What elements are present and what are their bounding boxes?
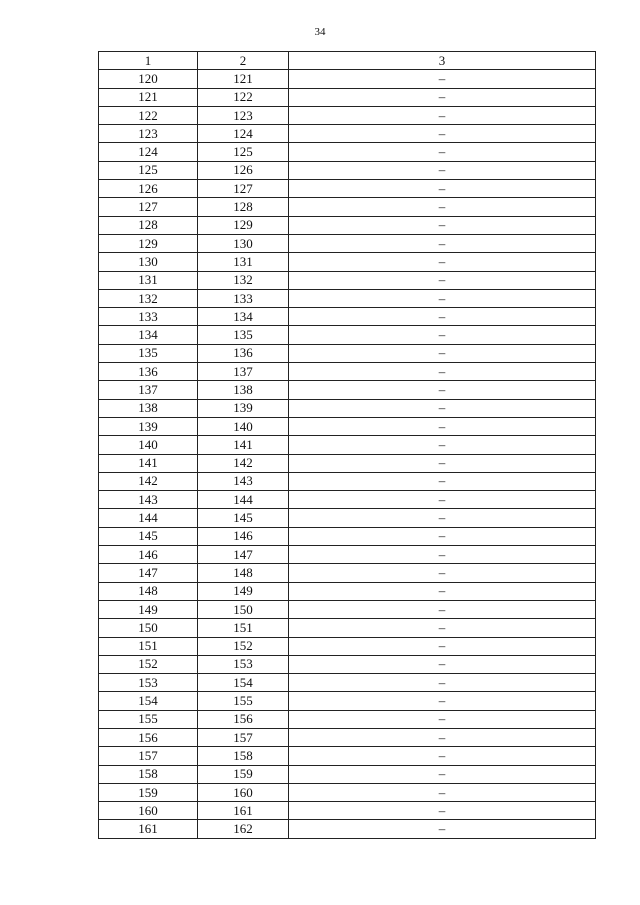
table-cell-col-3: –: [289, 271, 596, 289]
table-row: [99, 637, 596, 655]
table-cell-col-3: –: [289, 637, 596, 655]
table-cell-col-3: –: [289, 491, 596, 509]
table-cell-col-2: 149: [198, 582, 289, 600]
table-row: [99, 344, 596, 362]
table-cell-col-3: –: [289, 289, 596, 307]
table-cell-col-2: 130: [198, 234, 289, 252]
table-cell-col-2: 140: [198, 417, 289, 435]
table-cell-col-3: –: [289, 692, 596, 710]
table-row: [99, 600, 596, 618]
table-row: [99, 674, 596, 692]
table-cell-col-1: 129: [99, 234, 198, 252]
table-cell-col-2: 146: [198, 527, 289, 545]
table-body: [99, 70, 596, 838]
table-cell-col-2: 138: [198, 381, 289, 399]
table-cell-col-1: 123: [99, 125, 198, 143]
table-cell-col-1: 124: [99, 143, 198, 161]
table-cell-col-3: –: [289, 326, 596, 344]
table-row: [99, 326, 596, 344]
table-row: [99, 143, 596, 161]
table-cell-col-2: 122: [198, 88, 289, 106]
table-cell-col-3: –: [289, 582, 596, 600]
table-cell-col-1: 127: [99, 198, 198, 216]
table-cell-col-3: –: [289, 454, 596, 472]
table-cell-col-2: 154: [198, 674, 289, 692]
table-cell-col-3: –: [289, 600, 596, 618]
table-row: [99, 747, 596, 765]
table-cell-col-2: 133: [198, 289, 289, 307]
table-cell-col-2: 143: [198, 472, 289, 490]
table-cell-col-3: –: [289, 820, 596, 838]
table-cell-col-2: 141: [198, 436, 289, 454]
table-cell-col-2: 152: [198, 637, 289, 655]
table-cell-col-3: –: [289, 655, 596, 673]
table-cell-col-1: 150: [99, 619, 198, 637]
table-cell-col-1: 141: [99, 454, 198, 472]
table-cell-col-1: 161: [99, 820, 198, 838]
table-row: [99, 253, 596, 271]
table-cell-col-1: 120: [99, 70, 198, 88]
table-cell-col-1: 130: [99, 253, 198, 271]
table-row: [99, 198, 596, 216]
table-cell-col-2: 157: [198, 728, 289, 746]
table-row: [99, 417, 596, 435]
table-cell-col-1: 133: [99, 308, 198, 326]
column-header-2: 2: [198, 52, 289, 70]
table-cell-col-3: –: [289, 308, 596, 326]
table-cell-col-1: 149: [99, 600, 198, 618]
table-cell-col-1: 154: [99, 692, 198, 710]
table-cell-col-1: 131: [99, 271, 198, 289]
table-cell-col-1: 143: [99, 491, 198, 509]
table-row: [99, 289, 596, 307]
table-cell-col-1: 132: [99, 289, 198, 307]
table-cell-col-2: 160: [198, 783, 289, 801]
table-cell-col-3: –: [289, 344, 596, 362]
table-row: [99, 564, 596, 582]
table-cell-col-3: –: [289, 143, 596, 161]
table-cell-col-2: 139: [198, 399, 289, 417]
table-cell-col-1: 139: [99, 417, 198, 435]
table-cell-col-3: –: [289, 472, 596, 490]
table-cell-col-1: 136: [99, 363, 198, 381]
table-cell-col-3: –: [289, 161, 596, 179]
table-cell-col-3: –: [289, 125, 596, 143]
table-row: [99, 399, 596, 417]
table-cell-col-1: 126: [99, 180, 198, 198]
table-row: [99, 619, 596, 637]
table-cell-col-2: 147: [198, 546, 289, 564]
table-cell-col-3: –: [289, 234, 596, 252]
table-header-row: [99, 52, 596, 70]
table-cell-col-3: –: [289, 253, 596, 271]
table-cell-col-2: 121: [198, 70, 289, 88]
table-cell-col-2: 142: [198, 454, 289, 472]
table-cell-col-1: 158: [99, 765, 198, 783]
table-cell-col-2: 158: [198, 747, 289, 765]
table-cell-col-1: 155: [99, 710, 198, 728]
table-cell-col-3: –: [289, 436, 596, 454]
data-table: [98, 51, 596, 839]
table-cell-col-2: 127: [198, 180, 289, 198]
table-cell-col-1: 140: [99, 436, 198, 454]
table-cell-col-1: 146: [99, 546, 198, 564]
table-cell-col-3: –: [289, 106, 596, 124]
table-cell-col-3: –: [289, 747, 596, 765]
table-cell-col-2: 124: [198, 125, 289, 143]
table-cell-col-2: 132: [198, 271, 289, 289]
table-cell-col-3: –: [289, 546, 596, 564]
table-cell-col-2: 159: [198, 765, 289, 783]
table-header: [99, 52, 596, 70]
table-cell-col-3: –: [289, 70, 596, 88]
table-row: [99, 125, 596, 143]
table-cell-col-1: 125: [99, 161, 198, 179]
table-cell-col-3: –: [289, 198, 596, 216]
column-header-1: 1: [99, 52, 198, 70]
table-row: [99, 234, 596, 252]
table-cell-col-1: 135: [99, 344, 198, 362]
table-cell-col-1: 128: [99, 216, 198, 234]
table-cell-col-3: –: [289, 527, 596, 545]
table-cell-col-3: –: [289, 674, 596, 692]
table-cell-col-2: 156: [198, 710, 289, 728]
table-row: [99, 509, 596, 527]
table-cell-col-2: 148: [198, 564, 289, 582]
table-row: [99, 710, 596, 728]
table-cell-col-3: –: [289, 363, 596, 381]
table-cell-col-3: –: [289, 509, 596, 527]
table-cell-col-2: 153: [198, 655, 289, 673]
table-cell-col-1: 144: [99, 509, 198, 527]
table-cell-col-1: 145: [99, 527, 198, 545]
table-cell-col-2: 125: [198, 143, 289, 161]
table-row: [99, 472, 596, 490]
table-row: [99, 88, 596, 106]
table-cell-col-2: 126: [198, 161, 289, 179]
table-cell-col-3: –: [289, 417, 596, 435]
table-cell-col-3: –: [289, 180, 596, 198]
table-row: [99, 527, 596, 545]
table-cell-col-1: 121: [99, 88, 198, 106]
table-row: [99, 491, 596, 509]
table-row: [99, 546, 596, 564]
table-row: [99, 308, 596, 326]
table-cell-col-1: 152: [99, 655, 198, 673]
column-header-3: 3: [289, 52, 596, 70]
table-cell-col-2: 134: [198, 308, 289, 326]
table-cell-col-2: 135: [198, 326, 289, 344]
table-cell-col-3: –: [289, 381, 596, 399]
table-row: [99, 180, 596, 198]
table-cell-col-1: 142: [99, 472, 198, 490]
table-row: [99, 802, 596, 820]
table-row: [99, 271, 596, 289]
table-row: [99, 106, 596, 124]
table-row: [99, 582, 596, 600]
table-row: [99, 216, 596, 234]
table-cell-col-1: 122: [99, 106, 198, 124]
table-cell-col-1: 147: [99, 564, 198, 582]
table-row: [99, 655, 596, 673]
table-cell-col-1: 151: [99, 637, 198, 655]
table-row: [99, 728, 596, 746]
table-cell-col-1: 160: [99, 802, 198, 820]
table-row: [99, 161, 596, 179]
table-cell-col-1: 137: [99, 381, 198, 399]
table-row: [99, 363, 596, 381]
table-cell-col-1: 156: [99, 728, 198, 746]
table-cell-col-2: 151: [198, 619, 289, 637]
table-row: [99, 436, 596, 454]
table-cell-col-2: 145: [198, 509, 289, 527]
table-cell-col-1: 138: [99, 399, 198, 417]
table-cell-col-3: –: [289, 765, 596, 783]
table-row: [99, 454, 596, 472]
table-cell-col-2: 144: [198, 491, 289, 509]
table-cell-col-2: 136: [198, 344, 289, 362]
table-row: [99, 783, 596, 801]
table-cell-col-2: 137: [198, 363, 289, 381]
table-cell-col-1: 148: [99, 582, 198, 600]
table-cell-col-2: 129: [198, 216, 289, 234]
table-cell-col-2: 123: [198, 106, 289, 124]
table-cell-col-3: –: [289, 710, 596, 728]
table-cell-col-3: –: [289, 783, 596, 801]
table-row: [99, 70, 596, 88]
page-number: 34: [314, 26, 326, 38]
table-cell-col-1: 134: [99, 326, 198, 344]
table-row: [99, 820, 596, 838]
table-cell-col-2: 150: [198, 600, 289, 618]
table-cell-col-2: 161: [198, 802, 289, 820]
table-cell-col-1: 157: [99, 747, 198, 765]
table-cell-col-3: –: [289, 728, 596, 746]
table-cell-col-3: –: [289, 619, 596, 637]
table-cell-col-3: –: [289, 399, 596, 417]
table-cell-col-2: 162: [198, 820, 289, 838]
table-cell-col-2: 155: [198, 692, 289, 710]
table-cell-col-1: 159: [99, 783, 198, 801]
table-cell-col-2: 131: [198, 253, 289, 271]
table-cell-col-3: –: [289, 564, 596, 582]
table-cell-col-1: 153: [99, 674, 198, 692]
table-cell-col-3: –: [289, 802, 596, 820]
table-row: [99, 765, 596, 783]
table-cell-col-2: 128: [198, 198, 289, 216]
table-row: [99, 692, 596, 710]
table-cell-col-3: –: [289, 88, 596, 106]
table-cell-col-3: –: [289, 216, 596, 234]
table-row: [99, 381, 596, 399]
